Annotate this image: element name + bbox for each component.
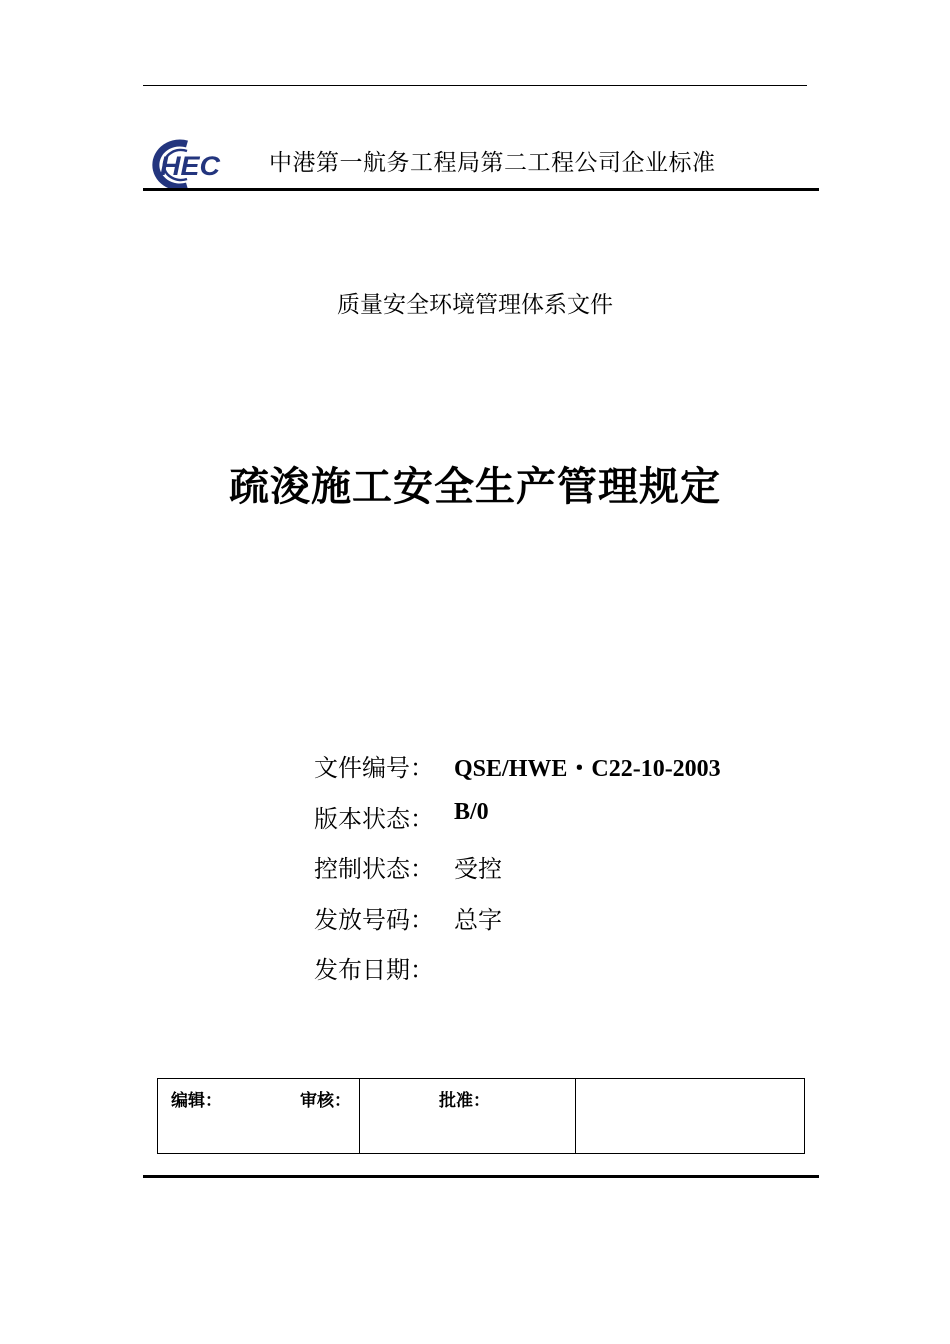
- document-title: 疏浚施工安全生产管理规定: [229, 464, 721, 510]
- header-rule: [143, 188, 819, 191]
- document-metadata: [314, 748, 721, 1001]
- top-rule: [143, 85, 807, 86]
- reviewer-label: 审核：: [300, 1091, 351, 1111]
- organization-name: 中港第一航务工程局第二工程公司企业标准: [269, 150, 716, 176]
- doc-number-value: QSE/HWE・C22-10-2003: [454, 756, 721, 782]
- release-date-label: 发布日期：: [314, 956, 434, 984]
- meta-row-control: [314, 849, 721, 900]
- signoff-table: [157, 1078, 805, 1154]
- blank-cell: [576, 1079, 805, 1154]
- editor-label: 编辑：: [171, 1091, 222, 1111]
- meta-row-issue-number: [314, 900, 721, 951]
- hec-logo: [143, 138, 227, 190]
- doc-number-label: 文件编号：: [314, 754, 434, 782]
- control-status-value: 受控: [454, 855, 502, 883]
- control-status-label: 控制状态：: [314, 855, 434, 883]
- issue-number-label: 发放号码：: [314, 905, 434, 934]
- signoff-row: [158, 1079, 805, 1154]
- meta-row-version: [314, 799, 721, 850]
- version-value: B/0: [454, 798, 489, 825]
- editor-reviewer-cell: [158, 1079, 360, 1154]
- issue-number-value: 总字: [454, 905, 502, 934]
- meta-row-doc-number: [314, 748, 721, 799]
- approver-label: 批准：: [439, 1091, 490, 1111]
- logo-text: HEC: [160, 151, 221, 181]
- document-header: [143, 136, 819, 188]
- meta-row-release-date: [314, 950, 721, 1001]
- approver-cell: [360, 1079, 576, 1154]
- bottom-rule: [143, 1175, 819, 1178]
- version-label: 版本状态：: [314, 804, 434, 833]
- document-subtitle: 质量安全环境管理体系文件: [337, 292, 613, 318]
